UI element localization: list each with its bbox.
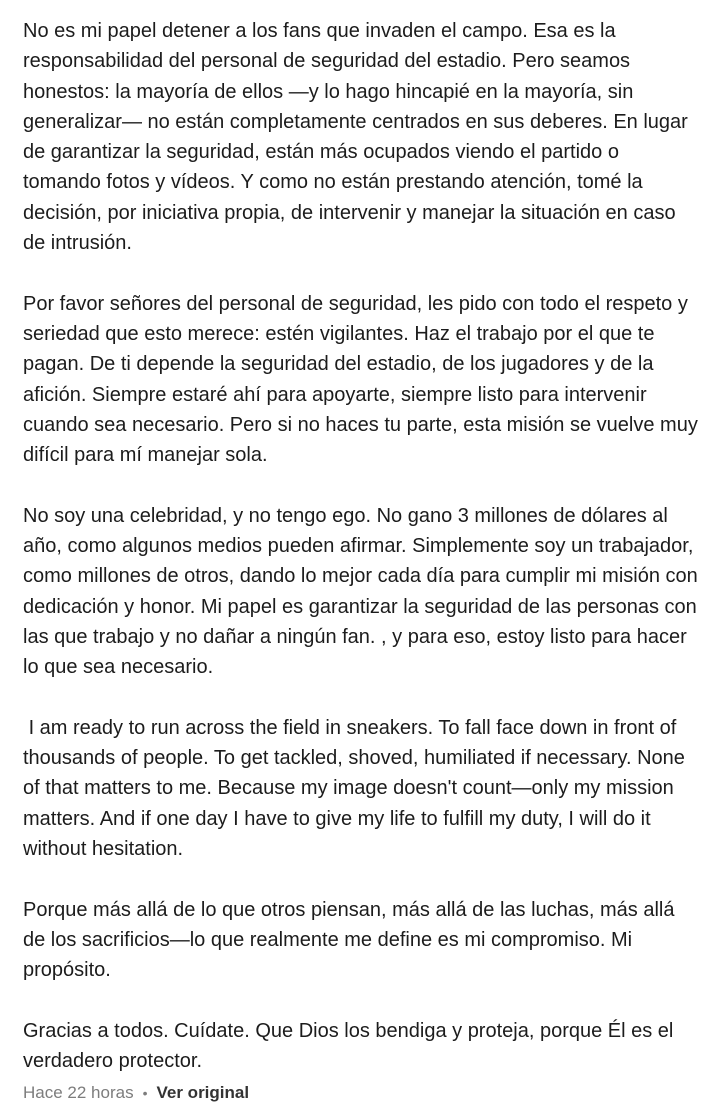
separator-dot: • bbox=[142, 1085, 148, 1102]
post-meta-row bbox=[23, 1080, 699, 1106]
post-paragraph-4: I am ready to run across the field in sneakers. To fall face down in front of thousands of people. To get tackled, shoved, humiliated if necessary. None of that matters to me. Because my image doesn't count—only my mission matters. And if one day I have to give my life to fulfill my duty, I will do it without hesitation. bbox=[23, 716, 691, 861]
translated-post bbox=[23, 16, 704, 1106]
post-paragraph-1: No es mi papel detener a los fans que invaden el campo. Esa es la responsabilidad del personal de seguridad del estadio. Pero seamos honestos: la mayoría de ellos —y lo hago hincapié en la mayoría, sin generalizar— no están completamente centrados en sus deberes. En lugar de garantizar la seguridad, están más ocupados viendo el partido o tomando fotos y vídeos. Y como no están prestando atención, tomé la decisión, por iniciativa propia, de intervenir y manejar la situación en caso de intrusión. bbox=[23, 20, 694, 255]
post-paragraph-6: Gracias a todos. Cuídate. Que Dios los bendiga y proteja, porque Él es el verdadero protector. bbox=[23, 1019, 679, 1073]
post-paragraph-3: No soy una celebridad, y no tengo ego. No gano 3 millones de dólares al año, como algunos medios pueden afirmar. Simplemente soy un trabajador, como millones de otros, dando lo mejor cada día para cumplir mi misión con dedicación y honor. Mi papel es garantizar la seguridad de las personas con las que trabajo y no dañar a ningún fan. , y para eso, estoy listo para hacer lo que sea necesario. bbox=[23, 504, 704, 679]
post-paragraph-5: Porque más allá de lo que otros piensan, más allá de las luchas, más allá de los sacrificios—lo que realmente me define es mi compromiso. Mi propósito. bbox=[23, 898, 681, 982]
post-timestamp: Hace 22 horas bbox=[23, 1083, 134, 1103]
post-paragraph-2: Por favor señores del personal de seguridad, les pido con todo el respeto y seriedad que esto merece: estén vigilantes. Haz el trabajo por el que te pagan. De ti depende la seguridad del estadio, de los jugadores y de la afición. Siempre estaré ahí para apoyarte, siempre listo para intervenir cuando sea necesario. Pero si no haces tu parte, esta misión se vuelve muy difícil para mí manejar sola. bbox=[23, 292, 704, 467]
view-original-link[interactable]: Ver original bbox=[156, 1083, 250, 1103]
